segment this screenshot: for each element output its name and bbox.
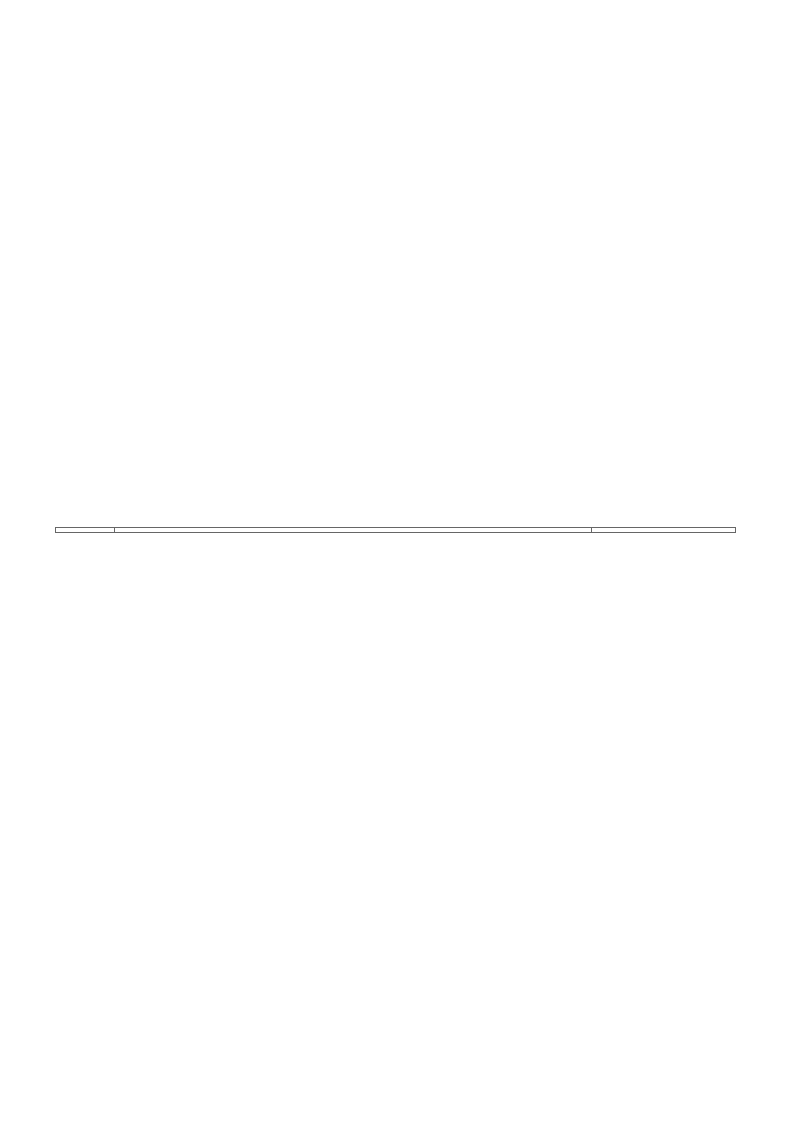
table-header-row <box>56 528 736 533</box>
header-source <box>592 528 736 533</box>
fill-in-table <box>55 527 736 533</box>
header-theme <box>56 528 115 533</box>
header-content <box>115 528 592 533</box>
